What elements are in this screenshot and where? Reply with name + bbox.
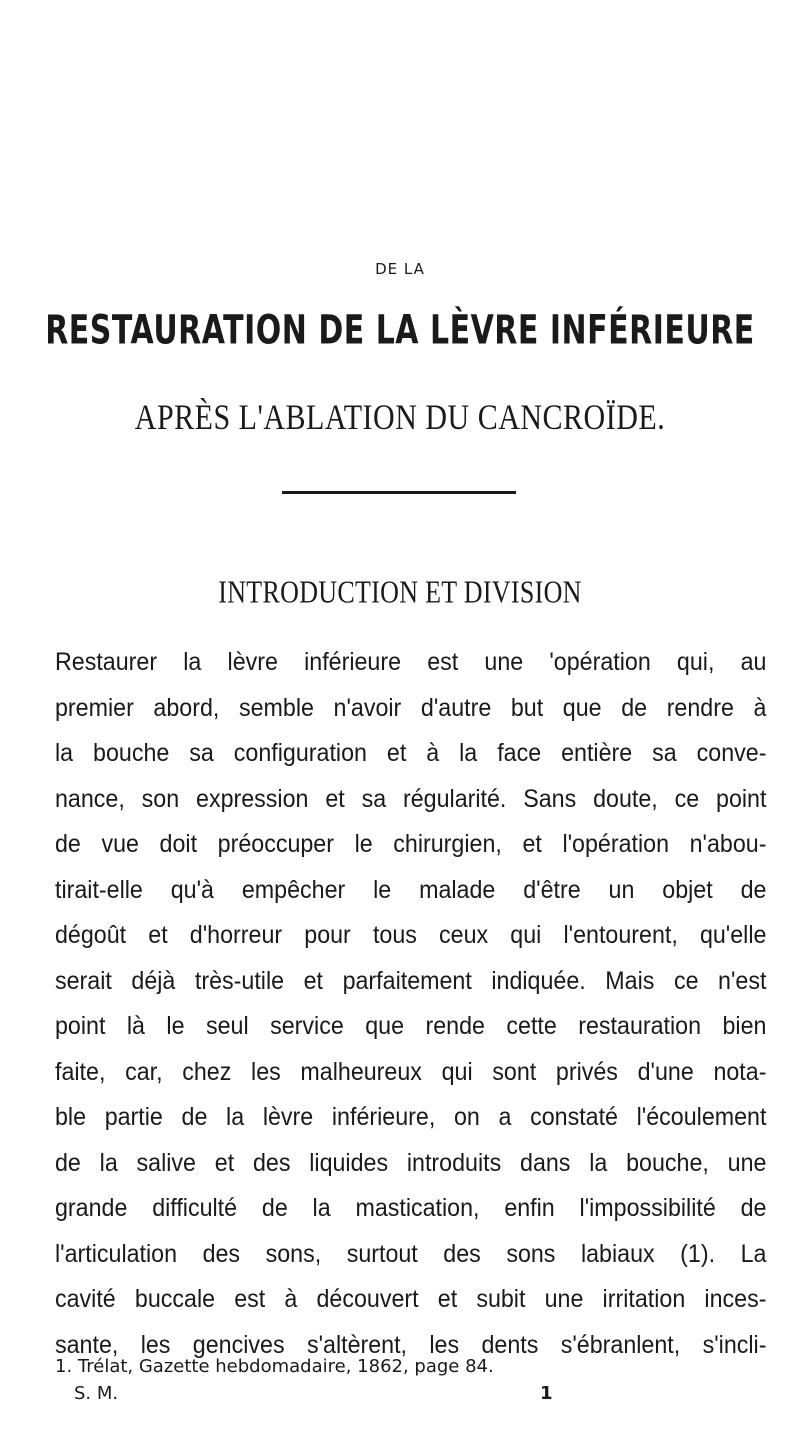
text-line: cavité buccale est à découvert et subit une irritation inces-	[55, 1285, 767, 1313]
main-title: RESTAURATION DE LA LÈVRE INFÉRIEURE	[45, 307, 755, 355]
text-line: tirait-elle qu'à empêcher le malade d'être un objet de	[55, 875, 767, 904]
signature-mark: S. M.	[74, 1383, 119, 1404]
text-line: la bouche sa configuration et à la face entière sa conve-	[55, 739, 767, 767]
text-line: faite, car, chez les malheureux qui sont privés d'une nota-	[55, 1057, 767, 1086]
body-paragraph	[55, 640, 767, 1368]
text-line: nance, son expression et sa régularité. Sans doute, ce point	[55, 784, 767, 813]
pretitle: DE LA	[375, 260, 425, 278]
text-line: premier abord, semble n'avoir d'autre but que de rendre à	[55, 693, 767, 722]
text-line: de vue doit préoccuper le chirurgien, et l'opération n'abou-	[55, 830, 767, 858]
footnote: 1. Trélat, Gazette hebdomadaire, 1862, page 84.	[55, 1356, 494, 1377]
text-line: sante, les gencives s'altèrent, les dents s'ébranlent, s'incli-	[55, 1330, 767, 1359]
text-line: serait déjà très-utile et parfaitement indiquée. Mais ce n'est	[55, 966, 767, 995]
text-line: point là le seul service que rende cette restauration bien	[55, 1012, 767, 1040]
signature-number: 1	[540, 1383, 553, 1404]
text-line: grande difficulté de la mastication, enfin l'impossibilité de	[55, 1194, 767, 1222]
text-line: ble partie de la lèvre inférieure, on a constaté l'écoulement	[55, 1103, 767, 1131]
text-line: l'articulation des sons, surtout des sons labiaux (1). La	[55, 1239, 767, 1268]
text-line: Restaurer la lèvre inférieure est une 'opération qui, au	[55, 648, 767, 676]
subtitle: APRÈS L'ABLATION DU CANCROÏDE.	[134, 398, 666, 438]
text-line: de la salive et des liquides introduits dans la bouche, une	[55, 1148, 767, 1177]
text-line: dégoût et d'horreur pour tous ceux qui l'entourent, qu'elle	[55, 921, 767, 949]
title-rule	[282, 491, 516, 494]
section-title: INTRODUCTION ET DIVISION	[218, 575, 582, 610]
